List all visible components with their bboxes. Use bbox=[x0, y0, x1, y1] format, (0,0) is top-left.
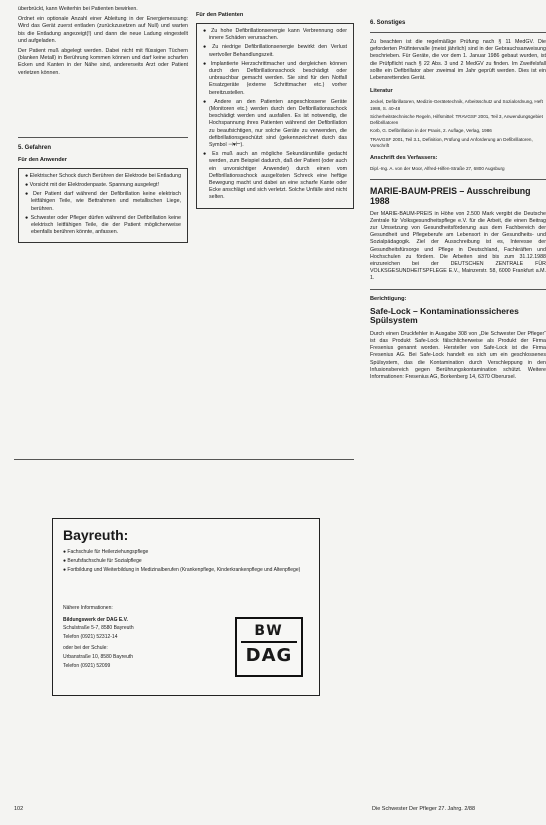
hazard-box-anwender bbox=[18, 168, 188, 244]
column-middle bbox=[196, 6, 354, 209]
list-item: ● Zu niedrige Defibrillationsenergie bewirkt den Verlust wertvoller Behandlungszeit. bbox=[203, 44, 347, 58]
ad-contact bbox=[63, 605, 213, 671]
divider bbox=[370, 32, 546, 33]
logo-text-bottom: DAG bbox=[245, 645, 293, 666]
org-address: Schulstraße 5-7, 8580 Bayreuth bbox=[63, 625, 134, 632]
dag-logo bbox=[235, 617, 303, 677]
subheading-author: Anschrift des Verfassers: bbox=[370, 155, 438, 162]
list-item: ● Fachschule für Heilerziehungspflege bbox=[63, 549, 149, 555]
org-name: Bildungswerk der DAG E.V. bbox=[63, 616, 128, 623]
column-left bbox=[18, 6, 188, 243]
list-item: ● Berufsfachschule für Sozialpflege bbox=[63, 557, 142, 564]
column-right bbox=[370, 6, 546, 384]
list-item: ● Schwester oder Pfleger dürfen während der Defibrillation keine elektrisch leitfähigen Teile, die der Patient möglicherweise ebenfalls berühren könnte, anfassen. bbox=[25, 214, 182, 236]
advertisement-box bbox=[52, 518, 320, 696]
list-item: ● Implantierte Herzschrittmacher und dergleichen können durch den Defibrillationsschock beschädigt oder unbrauchbar gemacht werden. Sie sind für den Notfall Ersatzgeräte (externe Schrittmacher etc.) vorher bereitzustellen. bbox=[203, 60, 347, 96]
subheading-patienten: Für den Patienten bbox=[196, 12, 244, 18]
list-item: ● Elektrischer Schock durch Berühren der Elektrode bei Entladung bbox=[25, 172, 182, 179]
list-item: ● Es muß auch an mögliche Sekundärunfälle gedacht werden, zum Beispiel dadurch, daß der Patient (oder auch ein unvorsichtiger Anwender) durch einen vom Defibrillationsschock ausgelösten Schreck eine heftige Bewegung macht und dabei an eine scharfe Kante oder Ecke anschlägt und sich verletzt. Solche Unfälle sind nicht selten. bbox=[203, 151, 347, 201]
list-item: ● Der Patient darf während der Defibrillation keine elektrisch leitfähigen Teile, wie Bettrahmen und metallischen Liege, berühren. bbox=[25, 191, 181, 212]
contact-label: Nähere Informationen: bbox=[63, 605, 113, 611]
paragraph: Der MARIE-BAUM-PREIS in Höhe von 2.500 Mark vergibt die Deutsche Zentrale für Volksgesundheitspflege e.V. für die Arbeit, die einen Beitrag zur Umsetzung von Gesundheitsförderung aus dem Fachbereich der Gesundheit und Pflegeberufe am Lebensort in der Gesundheits- und Sozialpädagogik. Ziel der Ausschreibung ist es, Interesse der Gesundheitsfürsorge und Pflege in Deutschland, Fachkräften und Hochschulen zu fördern. Die Arbeiten sind bis zum 31.12.1988 einzureichen bei der DEUTSCHEN ZENTRALE FÜR VOLKSGESUNDHEITSPFLEGE E.V., Mainzerstr. 58, 6000 Frankfurt a.M. 1. bbox=[370, 210, 546, 282]
school-phone: Telefon (0921) 52099 bbox=[63, 662, 111, 669]
paragraph: überbrückt, kann Weiterhin bei Patienten bewirken. bbox=[18, 6, 138, 12]
section-heading-sonstiges: 6. Sonstiges bbox=[370, 20, 406, 26]
logo-text-top: BW bbox=[254, 623, 284, 639]
list-item: ● Zu hohe Defibrillationsenergie kann Verbrennung oder innere Schäden verursachen. bbox=[203, 28, 348, 42]
paragraph: Durch einen Druckfehler in Ausgabe 308 von „Die Schwester Der Pfleger“ ist das Produkt Safe-Lock fälschlicherweise als Produkt der Firma Fresenius genannt worden. Hersteller von Safe-Lock ist die Firma Fresenius AG. Bei Safe-Lock handelt es sich um ein geschlossenes Spülsystem, das die Kontamination durch Verschleppung in den Infusionsbereich gegen Berührungskontamination schützt. Weitere Informationen: Fresenius AG, Borkenberg 14, 6370 Oberursel. bbox=[370, 330, 546, 381]
paragraph: Zu beachten ist die regelmäßige Prüfung nach § 11 MedGV. Die geforderten Prüfintervalle (meist jährlich) sind in der Gebrauchsanweisung beschrieben. Für Geräte, die vor dem 1. Januar 1986 gebaut wurden, ist die Prüfpflicht nach § 22 Abs. 3 und 2 MedGV zu finden. Im Zweifelsfall sollte ein Defibrillator aber zweimal im Jahr geprüft werden. Dies ist ein Lebensrettendes Gerät. bbox=[370, 39, 546, 82]
notice-heading: Safe-Lock – Kontaminationssicheres Spülsystem bbox=[370, 305, 519, 326]
list-item: ● Fortbildung und Weiterbildung in Medizinalberufen (Krankenpflege, Kinderkrankenpflege und Altenpflege) bbox=[63, 566, 301, 573]
list-item: ● Andere an den Patienten angeschlossene Geräte (Monitoren etc.) werden durch den Defibrillationsschock beschädigt werden und ausfallen. Es ist notwendig, die Hochspannung ihres Patienten während der Defibrillation zu beaufsichtigen, nur solche Geräte zu verwenden, die defibrillationsgeschützt sind (gekennzeichnet durch das Symbol ⊣♥⊢). bbox=[203, 98, 347, 149]
paragraph: Ordnet ein optionale Anzahl einer Ableitung in der Energiemessung: Wird das Gerät zuerst entladen (zurückzusetzen auf Null) und warten bis die Entladung angezeigt(!) und dann die neue Ladung eingestellt und aufgeladen. bbox=[18, 16, 188, 44]
divider bbox=[370, 289, 546, 290]
reference-item: Jeckel, Defibrillatoren, Medizin-Gerätetechnik, Arbeitsschutz und Sozialordnung, Heft 1988, S. 40-48 bbox=[370, 99, 543, 111]
page-number: 102 bbox=[14, 806, 24, 812]
reference-item: TRAVGSF 2001, Teil 3.1, Definition, Prüfung und Anforderung an Defibrillatoren, Vorschrift bbox=[370, 136, 533, 148]
section-heading-gefahren: 5. Gefahren bbox=[18, 144, 52, 151]
org-phone: Telefon (0921) 52312-14 bbox=[63, 633, 118, 640]
logo-bar bbox=[241, 641, 297, 643]
school-label: oder bei der Schule: bbox=[63, 645, 108, 652]
reference-item: Korb, G. Defibrillation in der Praxis, 2. Auflage, Verlag, 1986 bbox=[370, 128, 492, 134]
subheading-anwender: Für den Anwender bbox=[18, 156, 67, 163]
school-address: Urbanstraße 10, 8580 Bayreuth bbox=[63, 653, 134, 660]
reference-item: Sicherheitstechnische Regeln, Hilfsmittel: TRAVGSF 2001, Teil 3, Anwendungsgebiet Defibrillatoren bbox=[370, 113, 543, 126]
paragraph: Der Patient muß abgelegt werden. Dabei nicht mit flüssigen Tüchern (blanken Metall) in Berührung kommen können und darf keine scharfen Ecken und Kanten in der Nähe sind, andererseits Arzt oder Patient verletzen können. bbox=[18, 48, 188, 76]
ad-title: Bayreuth: bbox=[63, 527, 129, 543]
divider bbox=[18, 137, 188, 138]
divider bbox=[14, 459, 354, 460]
list-item: ● Vorsicht mit der Elektrodenpaste. Spannung ausgelegt! bbox=[25, 182, 159, 189]
author-address: Dipl.-Ing. A. von der Moor, Alfred-Hilfen-Straße 27, 6800 Augsburg bbox=[370, 166, 505, 172]
subheading-literatur: Literatur bbox=[370, 88, 393, 95]
hazard-box-patienten bbox=[196, 23, 354, 209]
journal-footer: Die Schwester Der Pfleger 27. Jahrg. 2/88 bbox=[372, 806, 476, 812]
notice-label: Berichtigung: bbox=[370, 295, 407, 302]
divider bbox=[370, 179, 546, 180]
ad-list bbox=[63, 549, 313, 575]
prize-heading: MARIE-BAUM-PREIS – Ausschreibung 1988 bbox=[370, 185, 531, 206]
